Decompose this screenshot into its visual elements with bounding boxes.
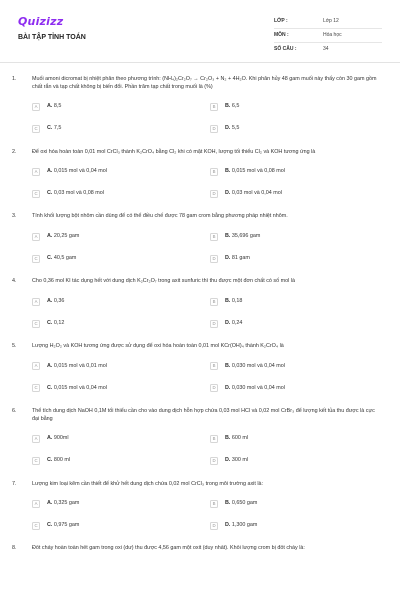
question-3 [0,213,400,265]
meta-row-subject [274,29,382,43]
option-prefix: A. [47,297,53,304]
option-letter-box: C [32,522,40,530]
question-text: Đốt cháy hoàn toàn hết gam trong oxi (dư) thu được 4,56 gam một oxit (duy nhất). Khối lượng crom bị đốt cháy là: [32,545,305,552]
meta-label: SỐ CÂU : [274,45,297,52]
option-letter-box: C [32,255,40,263]
option-value: 6,5 [231,103,240,110]
option-d[interactable] [210,317,388,330]
option-prefix: A. [47,232,53,239]
question-6 [0,408,400,468]
question-number: 7. [12,480,17,487]
question-number: 4. [12,278,17,285]
option-row [32,360,388,373]
option-b[interactable] [210,433,388,446]
option-text [47,522,79,530]
question-text: Muối amoni dicromat bị nhiệt phân theo phương trình: (NH₄)₂Cr₂O₇ → Cr₂O₃ + N₂ + 4H₂O. Khi phân hủy 48 gam muối này thấy còn 30 gam gồm chất rắn và tạp chất không bị biến đổi. Phần trăm tạp chất trong muối là (%) [32,76,377,90]
option-d[interactable] [210,252,388,265]
option-prefix: C. [47,522,53,529]
option-value: 900ml [53,435,69,442]
question-2 [0,149,400,201]
option-value: 800 ml [53,457,71,464]
option-a[interactable] [32,295,210,308]
option-text [47,255,76,263]
meta-value: Hóa học [323,31,342,38]
option-letter-box: B [210,435,218,443]
answer-options [32,497,388,532]
option-value: 7,5 [53,125,62,132]
option-b[interactable] [210,165,388,178]
option-letter-box: B [210,233,218,241]
option-b[interactable] [210,295,388,308]
option-letter-box: A [32,362,40,370]
option-letter-box: D [210,457,218,465]
option-text [225,190,282,198]
answer-options [32,295,388,330]
option-value: 1,300 gam [231,522,258,529]
option-prefix: C. [47,384,53,391]
option-text [225,255,250,263]
option-d[interactable] [210,123,388,136]
option-row [32,165,388,178]
option-b[interactable] [210,497,388,510]
option-prefix: A. [47,435,53,442]
option-prefix: B. [225,435,231,442]
option-letter-box: A [32,435,40,443]
question-8 [0,545,400,553]
option-value: 0,03 mol và 0,08 mol [53,190,104,197]
question-4 [0,278,400,330]
option-prefix: D. [225,384,231,391]
option-letter-box: B [210,362,218,370]
option-row [32,123,388,136]
meta-value: 34 [323,45,329,52]
option-a[interactable] [32,433,210,446]
option-text [47,385,107,393]
question-number: 6. [12,407,17,414]
option-text [225,168,285,176]
option-c[interactable] [32,317,210,330]
option-prefix: D. [225,522,231,529]
answer-options [32,101,388,136]
option-value: 0,03 mol và 0,04 mol [231,190,282,197]
option-prefix: D. [225,125,231,132]
option-prefix: A. [47,362,53,369]
meta-row-class [274,15,382,29]
option-value: 0,18 [231,297,243,304]
option-text [225,363,285,371]
option-value: 0,015 mol và 0,08 mol [231,168,285,175]
option-prefix: C. [47,457,53,464]
option-text [47,190,104,198]
answer-options [32,230,388,265]
option-prefix: C. [47,190,53,197]
option-text [225,320,242,328]
option-text [225,500,257,508]
option-value: 0,650 gam [231,500,258,507]
option-value: 20,25 gam [53,232,80,239]
option-d[interactable] [210,187,388,200]
question-text: Thể tích dung dịch NaOH 0,1M tối thiểu cần cho vào dung dịch hỗn hợp chứa 0,03 mol HCl và 0,02 mol CrBr₃ để lượng kết tủa thu được là cực đại bằng [32,407,375,422]
option-d[interactable] [210,519,388,532]
option-a[interactable] [32,360,210,373]
answer-options [32,433,388,468]
question-5 [0,343,400,395]
option-prefix: D. [225,190,231,197]
option-value: 40,5 gam [53,254,77,261]
option-d[interactable] [210,455,388,468]
option-row [32,382,388,395]
option-text [47,233,79,241]
option-letter-box: D [210,522,218,530]
option-prefix: A. [47,168,53,175]
meta-label: LỚP : [274,17,288,24]
option-a[interactable] [32,230,210,243]
option-value: 0,975 gam [53,522,80,529]
option-prefix: D. [225,457,231,464]
option-text [225,233,260,241]
option-text [225,457,248,465]
option-value: 600 ml [231,435,249,442]
option-b[interactable] [210,101,388,114]
option-prefix: C. [47,319,53,326]
option-value: 0,030 mol và 0,04 mol [231,362,285,369]
question-text: Tính khối lượng bột nhôm cần dùng để có thể điều chế được 78 gam crom bằng phương pháp nhiệt nhôm. [32,213,288,220]
option-value: 0,015 mol và 0,01 mol [53,362,107,369]
question-list [0,76,400,566]
answer-options [32,360,388,395]
option-row [32,252,388,265]
question-text: Lượng kim loại kẽm cần thiết để khử hết dung dịch chứa 0,02 mol CrCl₃ trong môi trường axit là: [32,480,264,487]
meta-label: MÔN : [274,31,289,38]
option-value: 0,12 [53,319,65,326]
quizizz-logo: Quizizz [18,15,64,28]
question-number: 8. [12,545,17,552]
option-prefix: C. [47,125,53,132]
option-prefix: B. [225,103,231,110]
option-text [225,385,285,393]
option-value: 0,015 mol và 0,04 mol [53,384,107,391]
option-d[interactable] [210,382,388,395]
option-row [32,187,388,200]
option-value: 35,696 gam [231,232,261,239]
option-c[interactable] [32,252,210,265]
option-row [32,295,388,308]
option-prefix: B. [225,232,231,239]
option-c[interactable] [32,187,210,200]
option-text [225,103,239,111]
option-row [32,433,388,446]
option-b[interactable] [210,230,388,243]
option-row [32,519,388,532]
option-b[interactable] [210,360,388,373]
option-prefix: D. [225,319,231,326]
option-letter-box: A [32,168,40,176]
option-value: 0,24 [231,319,243,326]
option-value: 300 ml [231,457,249,464]
option-text [47,435,69,443]
option-text [225,522,257,530]
option-prefix: A. [47,103,53,110]
question-7 [0,481,400,533]
meta-value: Lớp 12 [323,17,339,24]
option-text [47,500,79,508]
option-prefix: A. [47,500,53,507]
meta-table [274,15,382,56]
option-c[interactable] [32,519,210,532]
question-number: 2. [12,148,17,155]
option-text [47,320,64,328]
option-letter-box: D [210,384,218,392]
option-value: 5,5 [231,125,240,132]
option-letter-box: C [32,457,40,465]
option-a[interactable] [32,497,210,510]
option-letter-box: A [32,500,40,508]
option-c[interactable] [32,455,210,468]
option-prefix: B. [225,362,231,369]
option-letter-box: D [210,255,218,263]
question-number: 1. [12,76,17,82]
option-text [47,125,61,133]
question-text: Để oxi hóa hoàn toàn 0,01 mol CrCl₃ thành K₂CrO₄ bằng Cl₂ khi có mặt KOH, lượng tối thiểu Cl₂ và KOH tương ứng là [32,148,316,155]
option-letter-box: C [32,384,40,392]
option-c[interactable] [32,123,210,136]
option-letter-box: A [32,298,40,306]
question-1 [0,76,400,136]
option-c[interactable] [32,382,210,395]
header [18,14,382,62]
question-number: 5. [12,343,17,350]
option-a[interactable] [32,165,210,178]
option-text [47,103,61,111]
option-value: 0,015 mol và 0,04 mol [53,168,107,175]
answer-options [32,165,388,200]
option-letter-box: A [32,103,40,111]
option-prefix: C. [47,254,53,261]
option-text [225,298,242,306]
option-letter-box: B [210,298,218,306]
option-row [32,317,388,330]
option-text [225,435,248,443]
option-row [32,101,388,114]
option-letter-box: D [210,320,218,328]
option-text [47,298,64,306]
meta-row-count [274,43,382,56]
option-value: 0,030 mol và 0,04 mol [231,384,285,391]
option-letter-box: B [210,500,218,508]
option-letter-box: D [210,125,218,133]
option-letter-box: C [32,125,40,133]
option-text [47,168,107,176]
option-text [47,363,107,371]
option-row [32,497,388,510]
option-value: 81 gam [231,254,250,261]
page-title: BÀI TẬP TỈNH TOÁN [18,34,86,41]
option-letter-box: B [210,103,218,111]
option-text [47,457,70,465]
option-letter-box: C [32,190,40,198]
option-text [225,125,239,133]
option-row [32,230,388,243]
question-text: Cho 0,36 mol KI tác dụng hết với dung dịch K₂Cr₂O₇ trong axit sunfuric thì thu được một đơn chất có số mol là [32,278,295,285]
option-a[interactable] [32,101,210,114]
option-letter-box: A [32,233,40,241]
option-prefix: B. [225,297,231,304]
option-letter-box: D [210,190,218,198]
option-prefix: B. [225,168,231,175]
option-value: 0,36 [53,297,65,304]
option-letter-box: C [32,320,40,328]
option-letter-box: B [210,168,218,176]
option-value: 8,5 [53,103,62,110]
option-row [32,455,388,468]
question-text: Lượng H₂O₂ và KOH tương ứng được sử dụng để oxi hóa hoàn toàn 0,01 mol KCr(OH)₄ thành K₂CrO₄ là [32,343,284,350]
option-prefix: D. [225,254,231,261]
header-divider [0,62,400,63]
option-value: 0,325 gam [53,500,80,507]
option-prefix: B. [225,500,231,507]
question-number: 3. [12,213,17,220]
